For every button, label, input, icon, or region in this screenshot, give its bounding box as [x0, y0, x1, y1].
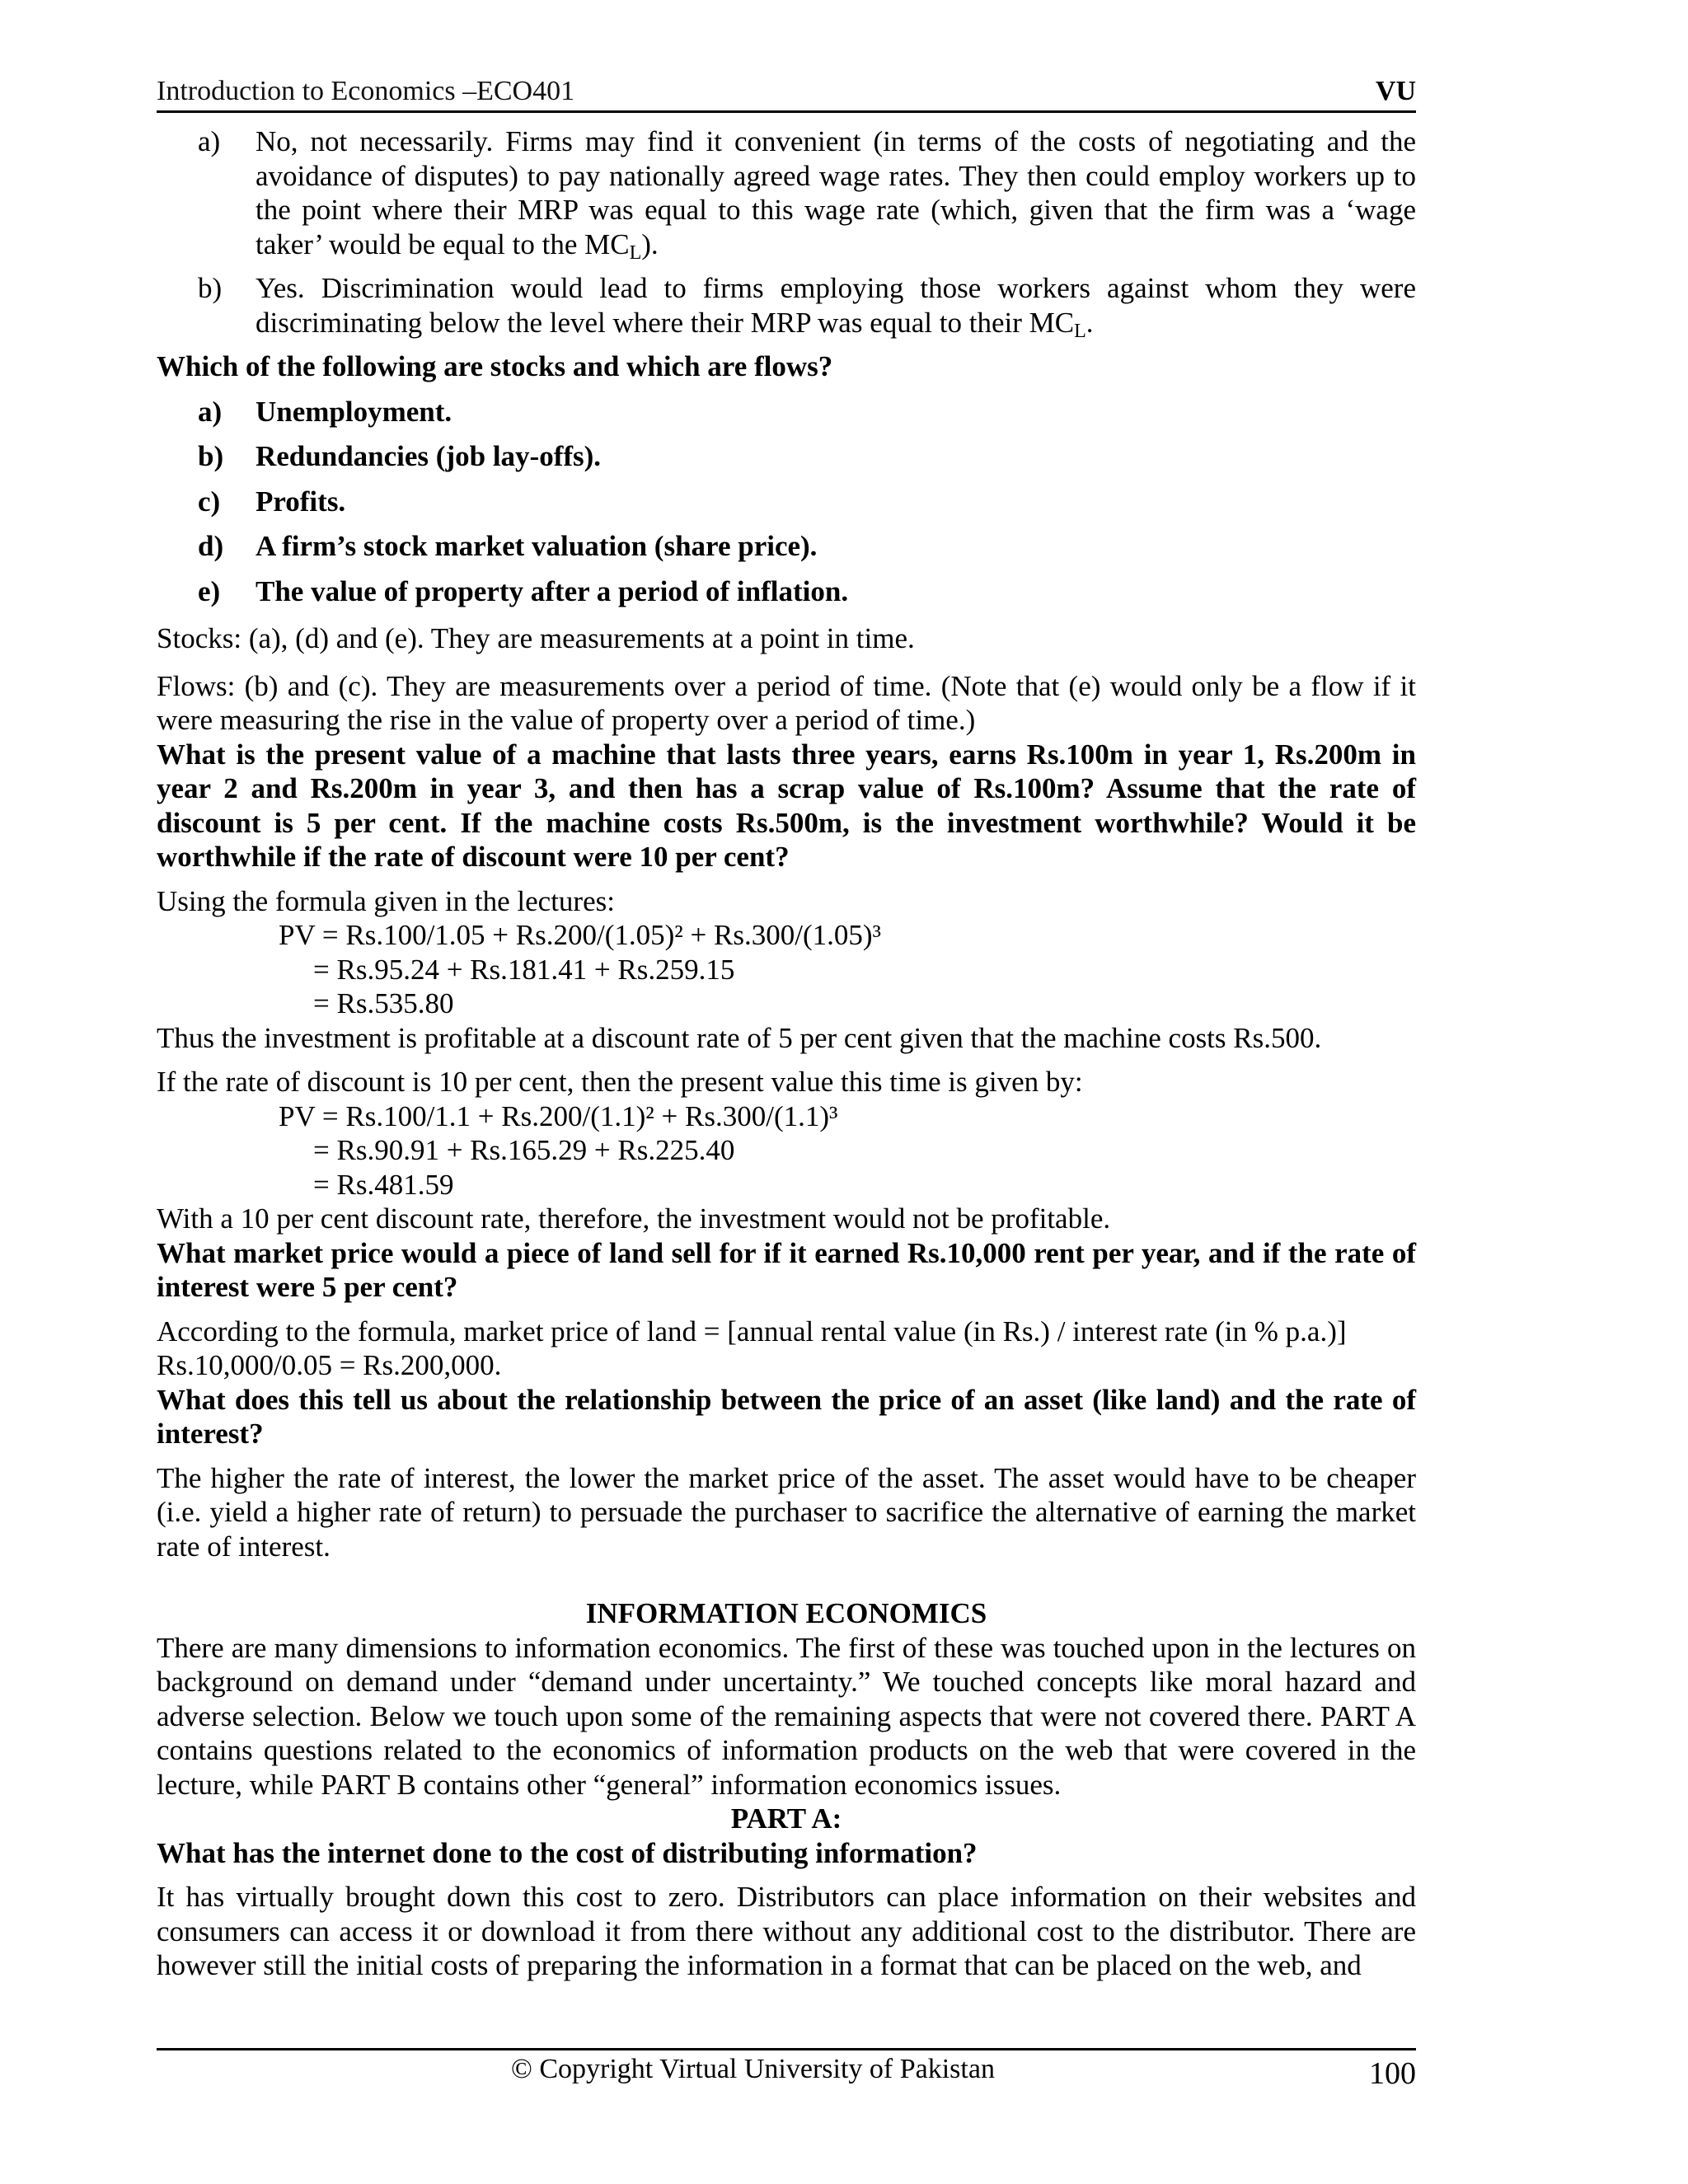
answer-item — [157, 124, 1416, 264]
question-item: d) A firm’s stock market valuation (share price). — [198, 530, 818, 562]
vu-logo: VU — [1375, 76, 1416, 106]
question-stocks-flows: Which of the following are stocks and which are flows? — [157, 350, 833, 382]
question-item: b) Redundancies (job lay-offs). — [198, 440, 602, 472]
page-header — [157, 76, 1416, 113]
land-answer-result: Rs.10,000/0.05 = Rs.200,000. — [157, 1349, 502, 1381]
document-body — [157, 124, 1416, 1983]
pv10-intro: If the rate of discount is 10 per cent, then the present value this time is given by: — [157, 1066, 1083, 1098]
pv5-conclusion: Thus the investment is profitable at a discount rate of 5 per cent given that the machine costs Rs.500. — [157, 1021, 1322, 1054]
question-land-price: What market price would a piece of land sell for if it earned Rs.10,000 rent per year, and if the rate of interest were 5 per cent? — [157, 1236, 1416, 1303]
page — [157, 76, 1416, 1983]
pv5-line-1: PV = Rs.100/1.05 + Rs.200/(1.05)² + Rs.300/(1.05)³ — [279, 919, 882, 951]
question-price-interest: What does this tell us about the relationship between the price of an asset (like land) and the rate of interest? — [157, 1383, 1416, 1450]
page-number: 100 — [1369, 2056, 1416, 2091]
course-title: Introduction to Economics –ECO401 — [157, 76, 575, 106]
land-answer-formula: According to the formula, market price of land = [annual rental value (in Rs.) / interest rate (in % p.a.)] — [157, 1315, 1347, 1347]
question-present-value: What is the present value of a machine that lasts three years, earns Rs.100m in year 1, Rs.200m in year 2 and Rs.200m in year 3, and then has a scrap value of Rs.100m? Assume that the rate of discount is 5 per cent. If the machine costs Rs.500m, is the investment worthwhile? Would it be worthwhile if the rate of discount were 10 per cent? — [157, 738, 1416, 873]
item-label: b) — [198, 272, 223, 304]
answer-item — [157, 271, 1416, 340]
section-intro: There are many dimensions to information economics. The first of these was touched upon in the lectures on background on demand under “demand under uncertainty.” We touched concepts like moral hazard and adverse selection. Below we touch upon some of the remaining aspects that were not covered there. PART A contains questions related to the economics of information products on the web that were covered in the lecture, while PART B contains other “general” information economics issues. — [157, 1631, 1416, 1801]
internet-answer: It has virtually brought down this cost to zero. Distributors can place information on their websites and consumers can access it or download it from there without any additional cost to the distributor. There are however still the initial costs of preparing the information in a format that can be placed on the web, and — [157, 1881, 1416, 1981]
question-item: c) Profits. — [198, 485, 346, 518]
page-footer — [157, 2048, 1416, 2091]
pv5-line-2: = Rs.95.24 + Rs.181.41 + Rs.259.15 — [313, 953, 735, 986]
question-item: e) The value of property after a period of inflation. — [198, 574, 849, 607]
item-text: No, not necessarily. Firms may find it convenient (in terms of the costs of negotiating and the avoidance of disputes) to pay nationally agreed wage rates. They then could employ workers up to the point where their MRP was equal to this wage rate (which, given that the firm was a ‘wage taker’ would be equal to the $MC_L$). — [256, 125, 1416, 264]
pv10-line-2: = Rs.90.91 + Rs.165.29 + Rs.225.40 — [313, 1134, 735, 1166]
part-title: PART A: — [730, 1802, 842, 1835]
stocks-answer: Stocks: (a), (d) and (e). They are measurements at a point in time. — [157, 622, 915, 654]
pv5-line-3: = Rs.535.80 — [313, 987, 454, 1019]
pv10-line-3: = Rs.481.59 — [313, 1168, 454, 1201]
copyright-text: © Copyright Virtual University of Pakistan — [511, 2054, 995, 2084]
item-text: Yes. Discrimination would lead to firms employing those workers against whom they were discriminating below the level where their MRP was equal to their $MC_L$. — [256, 272, 1416, 342]
section-title: INFORMATION ECONOMICS — [585, 1597, 987, 1629]
pv10-line-1: PV = Rs.100/1.1 + Rs.200/(1.1)² + Rs.300/(1.1)³ — [279, 1099, 838, 1132]
question-item: a) Unemployment. — [198, 395, 452, 428]
formula-intro: Using the formula given in the lectures: — [157, 884, 615, 917]
question-internet: What has the internet done to the cost of distributing information? — [157, 1836, 978, 1869]
item-label: a) — [198, 125, 221, 157]
flows-answer: Flows: (b) and (c). They are measurements over a period of time. (Note that (e) would only be a flow if it were measuring the rise in the value of property over a period of time.) — [157, 669, 1416, 736]
price-interest-answer: The higher the rate of interest, the lower the market price of the asset. The asset would have to be cheaper (i.e. yield a higher rate of return) to persuade the purchaser to sacrifice the alternative of earning the market rate of interest. — [157, 1461, 1416, 1563]
pv10-conclusion: With a 10 per cent discount rate, therefore, the investment would not be profitable. — [157, 1202, 1111, 1235]
